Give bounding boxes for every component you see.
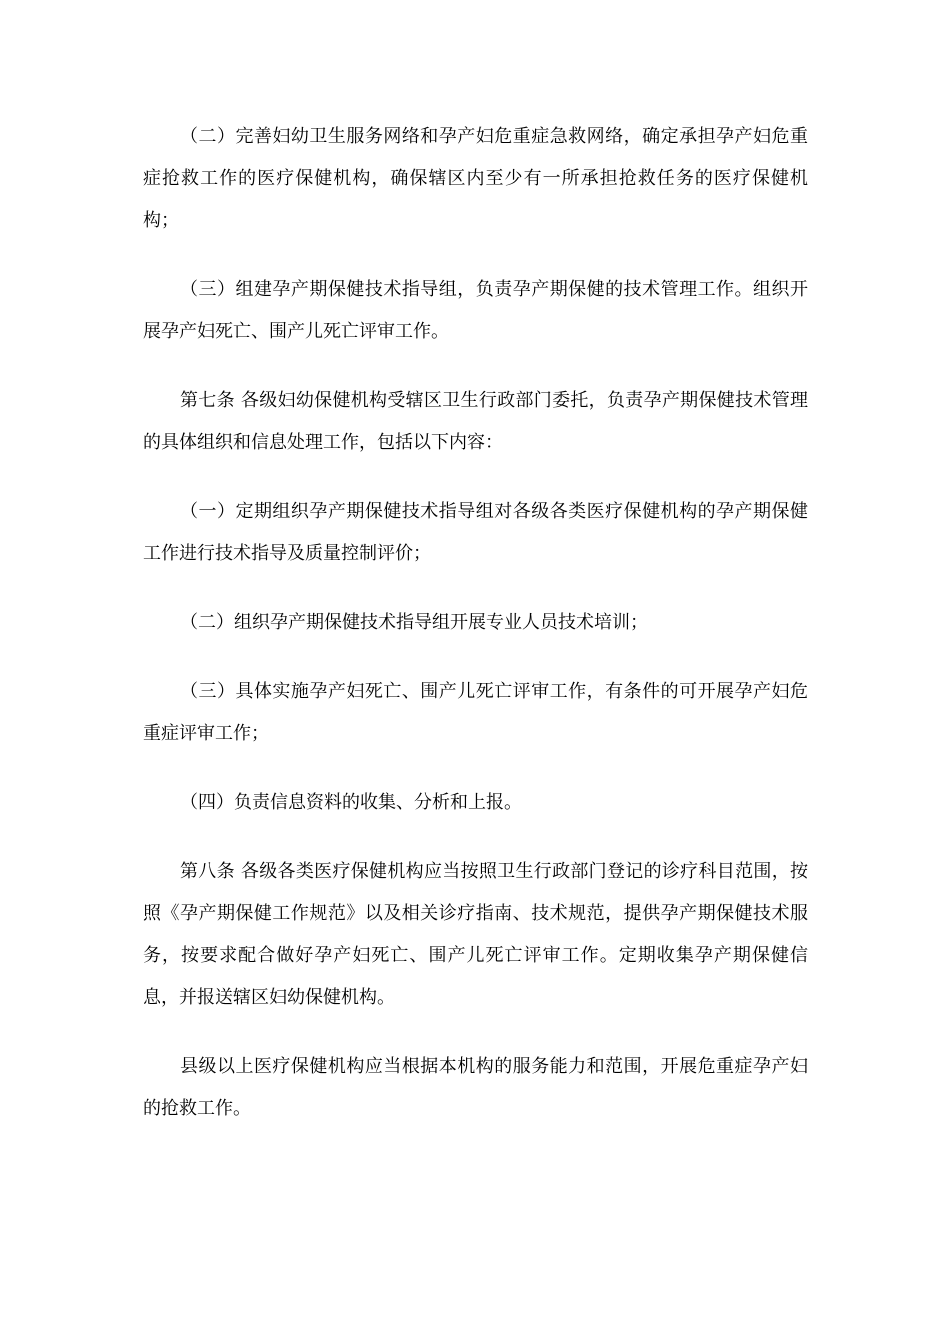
paragraph-article-7-item-1: （一）定期组织孕产期保健技术指导组对各级各类医疗保健机构的孕产期保健工作进行技术指导及质量控制评价； [143,501,808,564]
paragraph-item-2-network: （二）完善妇幼卫生服务网络和孕产妇危重症急救网络，确定承担孕产妇危重症抢救工作的医疗保健机构，确保辖区内至少有一所承担抢救任务的医疗保健机构； [143,126,808,231]
paragraph-article-8: 第八条 各级各类医疗保健机构应当按照卫生行政部门登记的诊疗科目范围，按照《孕产期保健工作规范》以及相关诊疗指南、技术规范，提供孕产期保健技术服务，按要求配合做好孕产妇死亡、围产儿死亡评审工作。定期收集孕产期保健信息，并报送辖区妇幼保健机构。 [143,861,808,1008]
document-body [143,116,808,1157]
paragraph-item-3-guidance-group: （三）组建孕产期保健技术指导组，负责孕产期保健的技术管理工作。组织开展孕产妇死亡、围产儿死亡评审工作。 [143,279,808,342]
paragraph-article-7-item-3: （三）具体实施孕产妇死亡、围产儿死亡评审工作，有条件的可开展孕产妇危重症评审工作； [143,681,808,744]
paragraph-article-7-item-2: （二）组织孕产期保健技术指导组开展专业人员技术培训； [180,612,648,633]
paragraph-article-8-county-level: 县级以上医疗保健机构应当根据本机构的服务能力和范围，开展危重症孕产妇的抢救工作。 [143,1056,808,1119]
paragraph-article-7-item-4: （四）负责信息资料的收集、分析和上报。 [180,792,522,813]
paragraph-article-7: 第七条 各级妇幼保健机构受辖区卫生行政部门委托，负责孕产期保健技术管理的具体组织和信息处理工作，包括以下内容： [143,390,808,453]
